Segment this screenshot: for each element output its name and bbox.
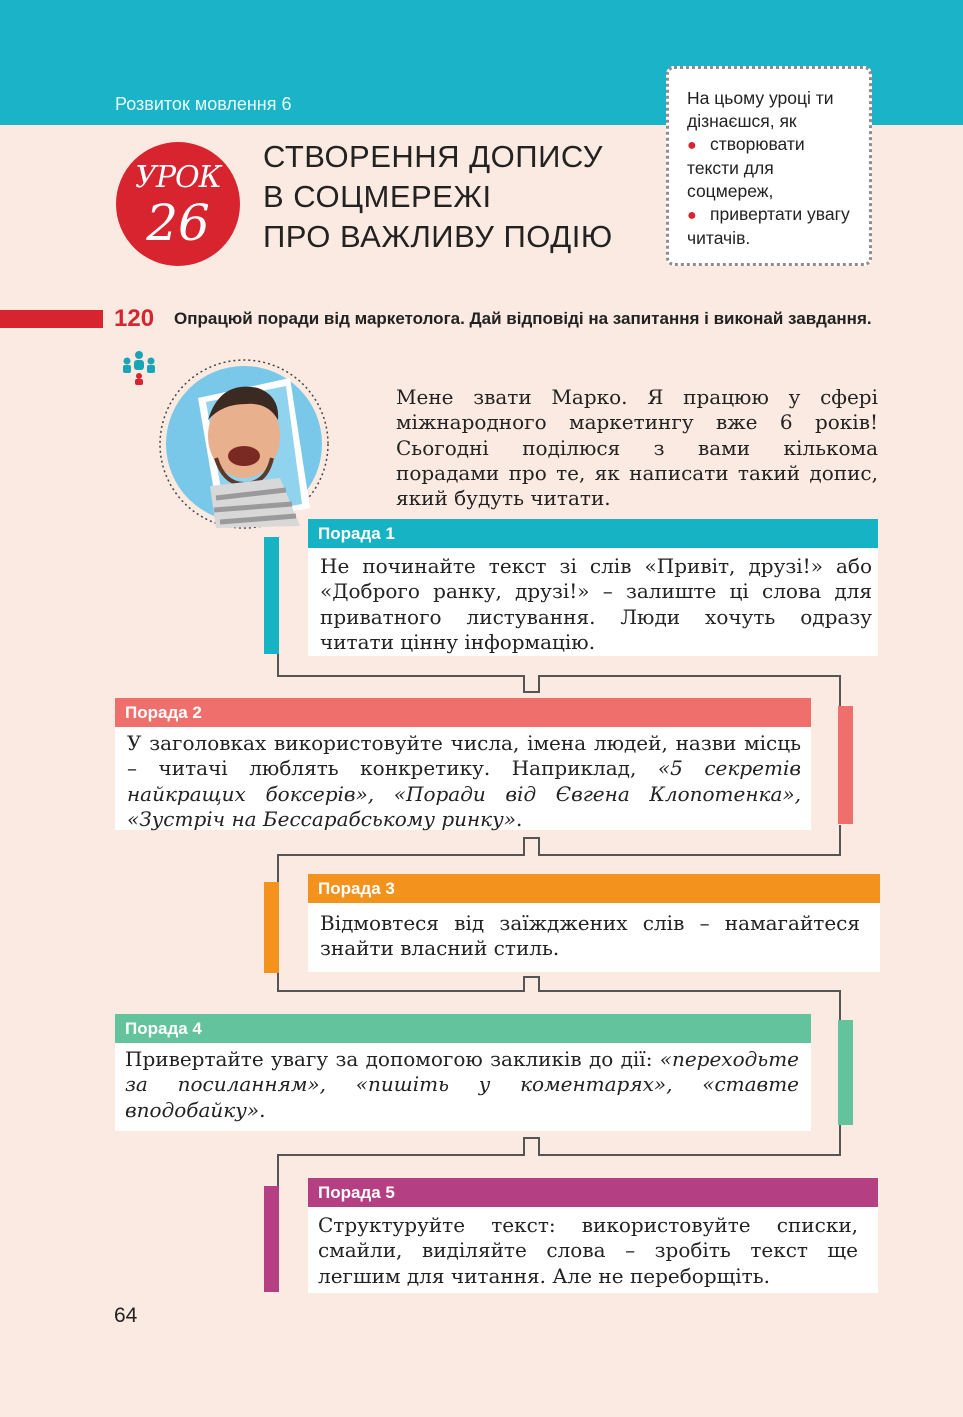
tip-1-heading: Порада 1 <box>308 519 878 548</box>
task-instruction: Опрацюй поради від маркетолога. Дай відповіді на запитання і виконай завдання. <box>174 309 872 328</box>
task-number: 120 <box>114 305 155 332</box>
tip-3-side-bar <box>264 882 279 973</box>
tip-2-side-bar <box>838 706 853 824</box>
lesson-goal-item: ● створювати тексти для соцмереж, <box>687 134 805 201</box>
tip-5-box <box>308 1207 878 1293</box>
tip-4-examples: «переходьте за посиланням», «пишіть у коментарях», «ставте вподобайку» <box>125 1047 799 1122</box>
tip-4-side-bar <box>838 1020 853 1125</box>
tip-1-text: Не починайте текст зі слів «Привіт, друзі!» або «Доброго ранку, друзі!» – залиште ці слова для приватного листування. Люди хочуть одразу читати цінну інформацію. <box>320 554 872 654</box>
tip-2-examples: «5 секретів найкращих боксерів», «Поради від Євгена Клопотенка», «Зустріч на Бессарабському ринку» <box>127 756 801 831</box>
tip-2-text: У заголовках використовуйте числа, імена людей, назви місць – читачі люблять конкретику. Наприклад, «5 секретів найкращих боксерів», «Поради від Євгена Клопотенка», «Зустріч на Бессарабському ринку». <box>127 731 801 831</box>
tip-1-box <box>308 548 878 656</box>
lesson-badge-word: УРОК <box>135 160 221 195</box>
title-line: ПРО ВАЖЛИВУ ПОДІЮ <box>263 219 613 254</box>
page-number: 64 <box>114 1304 138 1327</box>
bullet-icon: ● <box>687 207 710 224</box>
tip-3-box <box>308 903 880 972</box>
author-intro: Мене звати Марко. Я працюю у сфері міжнародного маркетингу вже 6 років! Сьогодні поділюся з вами кількома порадами про те, як написати такий допис, який будуть читати. <box>396 385 878 511</box>
section-label: Розвиток мовлення 6 <box>115 94 292 114</box>
tip-3-text: Відмовтеся від заїжджених слів – намагайтеся знайти власний стиль. <box>320 911 860 961</box>
title-line: В СОЦМЕРЕЖІ <box>263 179 492 214</box>
tip-4-text: Привертайте увагу за допомогою закликів до дії: «переходьте за посиланням», «пишіть у коментарях», «ставте вподобайку». <box>125 1047 799 1122</box>
bullet-icon: ● <box>687 137 710 154</box>
tip-2-box <box>115 727 811 830</box>
title-line: СТВОРЕННЯ ДОПИСУ <box>263 139 603 174</box>
lesson-goals-intro: На цьому уроці ти дізнаєшся, як <box>687 88 834 131</box>
lesson-goal-item: ● привертати увагу читачів. <box>687 204 850 248</box>
tip-5-side-bar <box>264 1186 279 1292</box>
tip-5-heading: Порада 5 <box>308 1178 878 1207</box>
tip-2-heading: Порада 2 <box>115 698 811 727</box>
tip-4-box <box>115 1043 811 1131</box>
tip-4-heading: Порада 4 <box>115 1014 811 1043</box>
lesson-badge-number: 26 <box>146 194 210 252</box>
tip-5-text: Структуруйте текст: використовуйте списки, смайли, виділяйте слова – зробіть текст ще легшим для читання. Але не перeборщіть. <box>318 1213 858 1288</box>
tip-3-heading: Порада 3 <box>308 874 880 903</box>
tip-1-side-bar <box>264 537 279 654</box>
